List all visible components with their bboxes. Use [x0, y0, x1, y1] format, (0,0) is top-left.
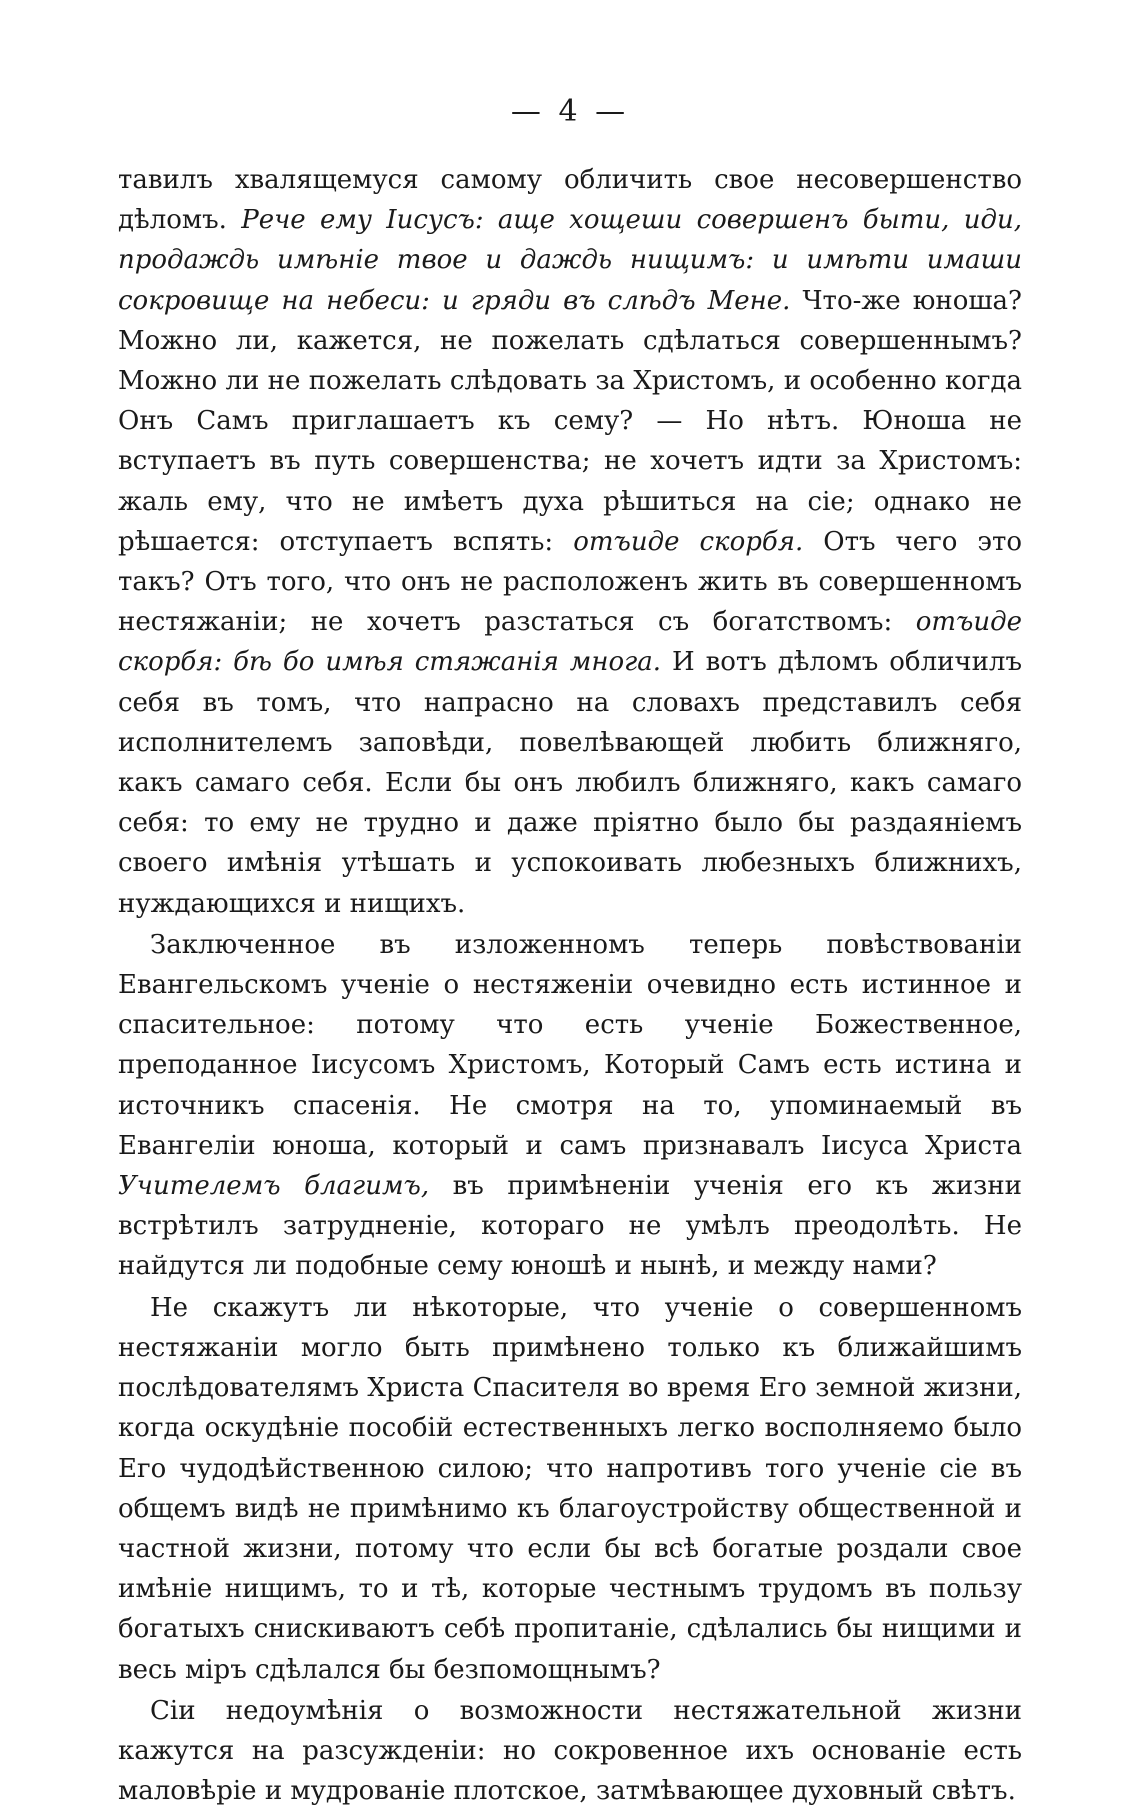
- paragraph-1-text: Что-же юноша? Можно ли, кажется, не пожелать сдѣлаться совершеннымъ? Можно ли не пожелать слѣдовать за Христомъ, и особенно когда Онъ Самъ приглашаетъ къ сему? — Но нѣтъ. Юноша не вступаетъ въ путь совершенства; не хочетъ идти за Христомъ: жаль ему, что не имѣетъ духа рѣшиться на сіе; однако не рѣшается: отступаетъ вспять:: [118, 285, 1022, 557]
- book-page: [118, 92, 1022, 1811]
- paragraph-1: [118, 160, 1022, 924]
- paragraph-1-text: И вотъ дѣломъ обличилъ себя въ томъ, что напрасно на словахъ представилъ себя исполнителемъ заповѣди, повелѣвающей любить ближняго, какъ самаго себя. Если бы онъ любилъ ближняго, какъ самаго себя: то ему не трудно и даже пріятно было бы раздаяніемъ своего имѣнія утѣшать и успокоивать любезныхъ ближнихъ, нуждающихся и нищихъ.: [118, 647, 1022, 919]
- paragraph-3: [118, 1288, 1022, 1690]
- paragraph-3-text: Не скажутъ ли нѣкоторые, что ученіе о совершенномъ нестяжаніи могло быть примѣнено только къ ближайшимъ послѣдователямъ Христа Спасителя во время Его земной жизни, когда оскудѣніе пособій естественныхъ легко восполняемо было Его чудодѣйственною силою; что напротивъ того ученіе сіе въ общемъ видѣ не примѣнимо къ благоустройству общественной и частной жизни, потому что если бы всѣ богатые роздали свое имѣніе нищимъ, то и тѣ, которые честнымъ трудомъ въ пользу богатыхъ снискиваютъ себѣ пропитаніе, сдѣлались бы нищими и весь міръ сдѣлался бы безпомощнымъ?: [118, 1292, 1022, 1685]
- paragraph-4: [118, 1691, 1022, 1811]
- quote-good-teacher: Учителемъ благимъ,: [118, 1171, 430, 1202]
- paragraph-2-text: въ примѣненіи ученія его къ жизни встрѣтилъ затрудненіе, котораго не умѣлъ преодолѣть. Не найдутся ли подобные сему юношѣ и нынѣ, и между нами?: [118, 1171, 1022, 1282]
- paragraph-4-text: Сіи недоумѣнія о возможности нестяжательной жизни кажутся на разсужденіи: но сокровенное ихъ основаніе есть маловѣріе и мудрованіе плотское, затмѣвающее духовный свѣтъ.: [118, 1695, 1022, 1807]
- page-number: — 4 —: [510, 94, 630, 129]
- paragraph-2-text: Заключенное въ изложенномъ теперь повѣствованіи Евангельскомъ ученіе о нестяженіи очевидно есть истинное и спасительное: потому что есть ученіе Божественное, преподанное Іисусомъ Христомъ, Который Самъ есть истина и источникъ спасенія. Не смотря на то, упоминаемый въ Евангеліи юноша, который и самъ признавалъ Іисуса Христа: [118, 929, 1022, 1161]
- paragraph-2: [118, 925, 1022, 1287]
- quote-great-possessions: отъиде скорбя: бѣ бо имѣя стяжанія многа.: [118, 607, 1022, 678]
- paragraph-1-text: тавилъ хвалящемуся самому обличить свое несовершенство дѣломъ.: [118, 165, 1022, 236]
- gospel-quote: Рече ему Іисусъ: аще хощеши совершенъ быти, иди, продаждь имѣніе твое и даждь нищимъ: и имѣти имаши сокровище на небеси: и гряди въ слѣдъ Мене.: [118, 205, 1022, 316]
- paragraph-1-text: Отъ чего это такъ? Отъ того, что онъ не расположенъ жить въ совершенномъ нестяжаніи; не хочетъ разстаться съ богатствомъ:: [118, 526, 1022, 638]
- quote-departed-sorrowing: отъиде скорбя.: [573, 526, 804, 557]
